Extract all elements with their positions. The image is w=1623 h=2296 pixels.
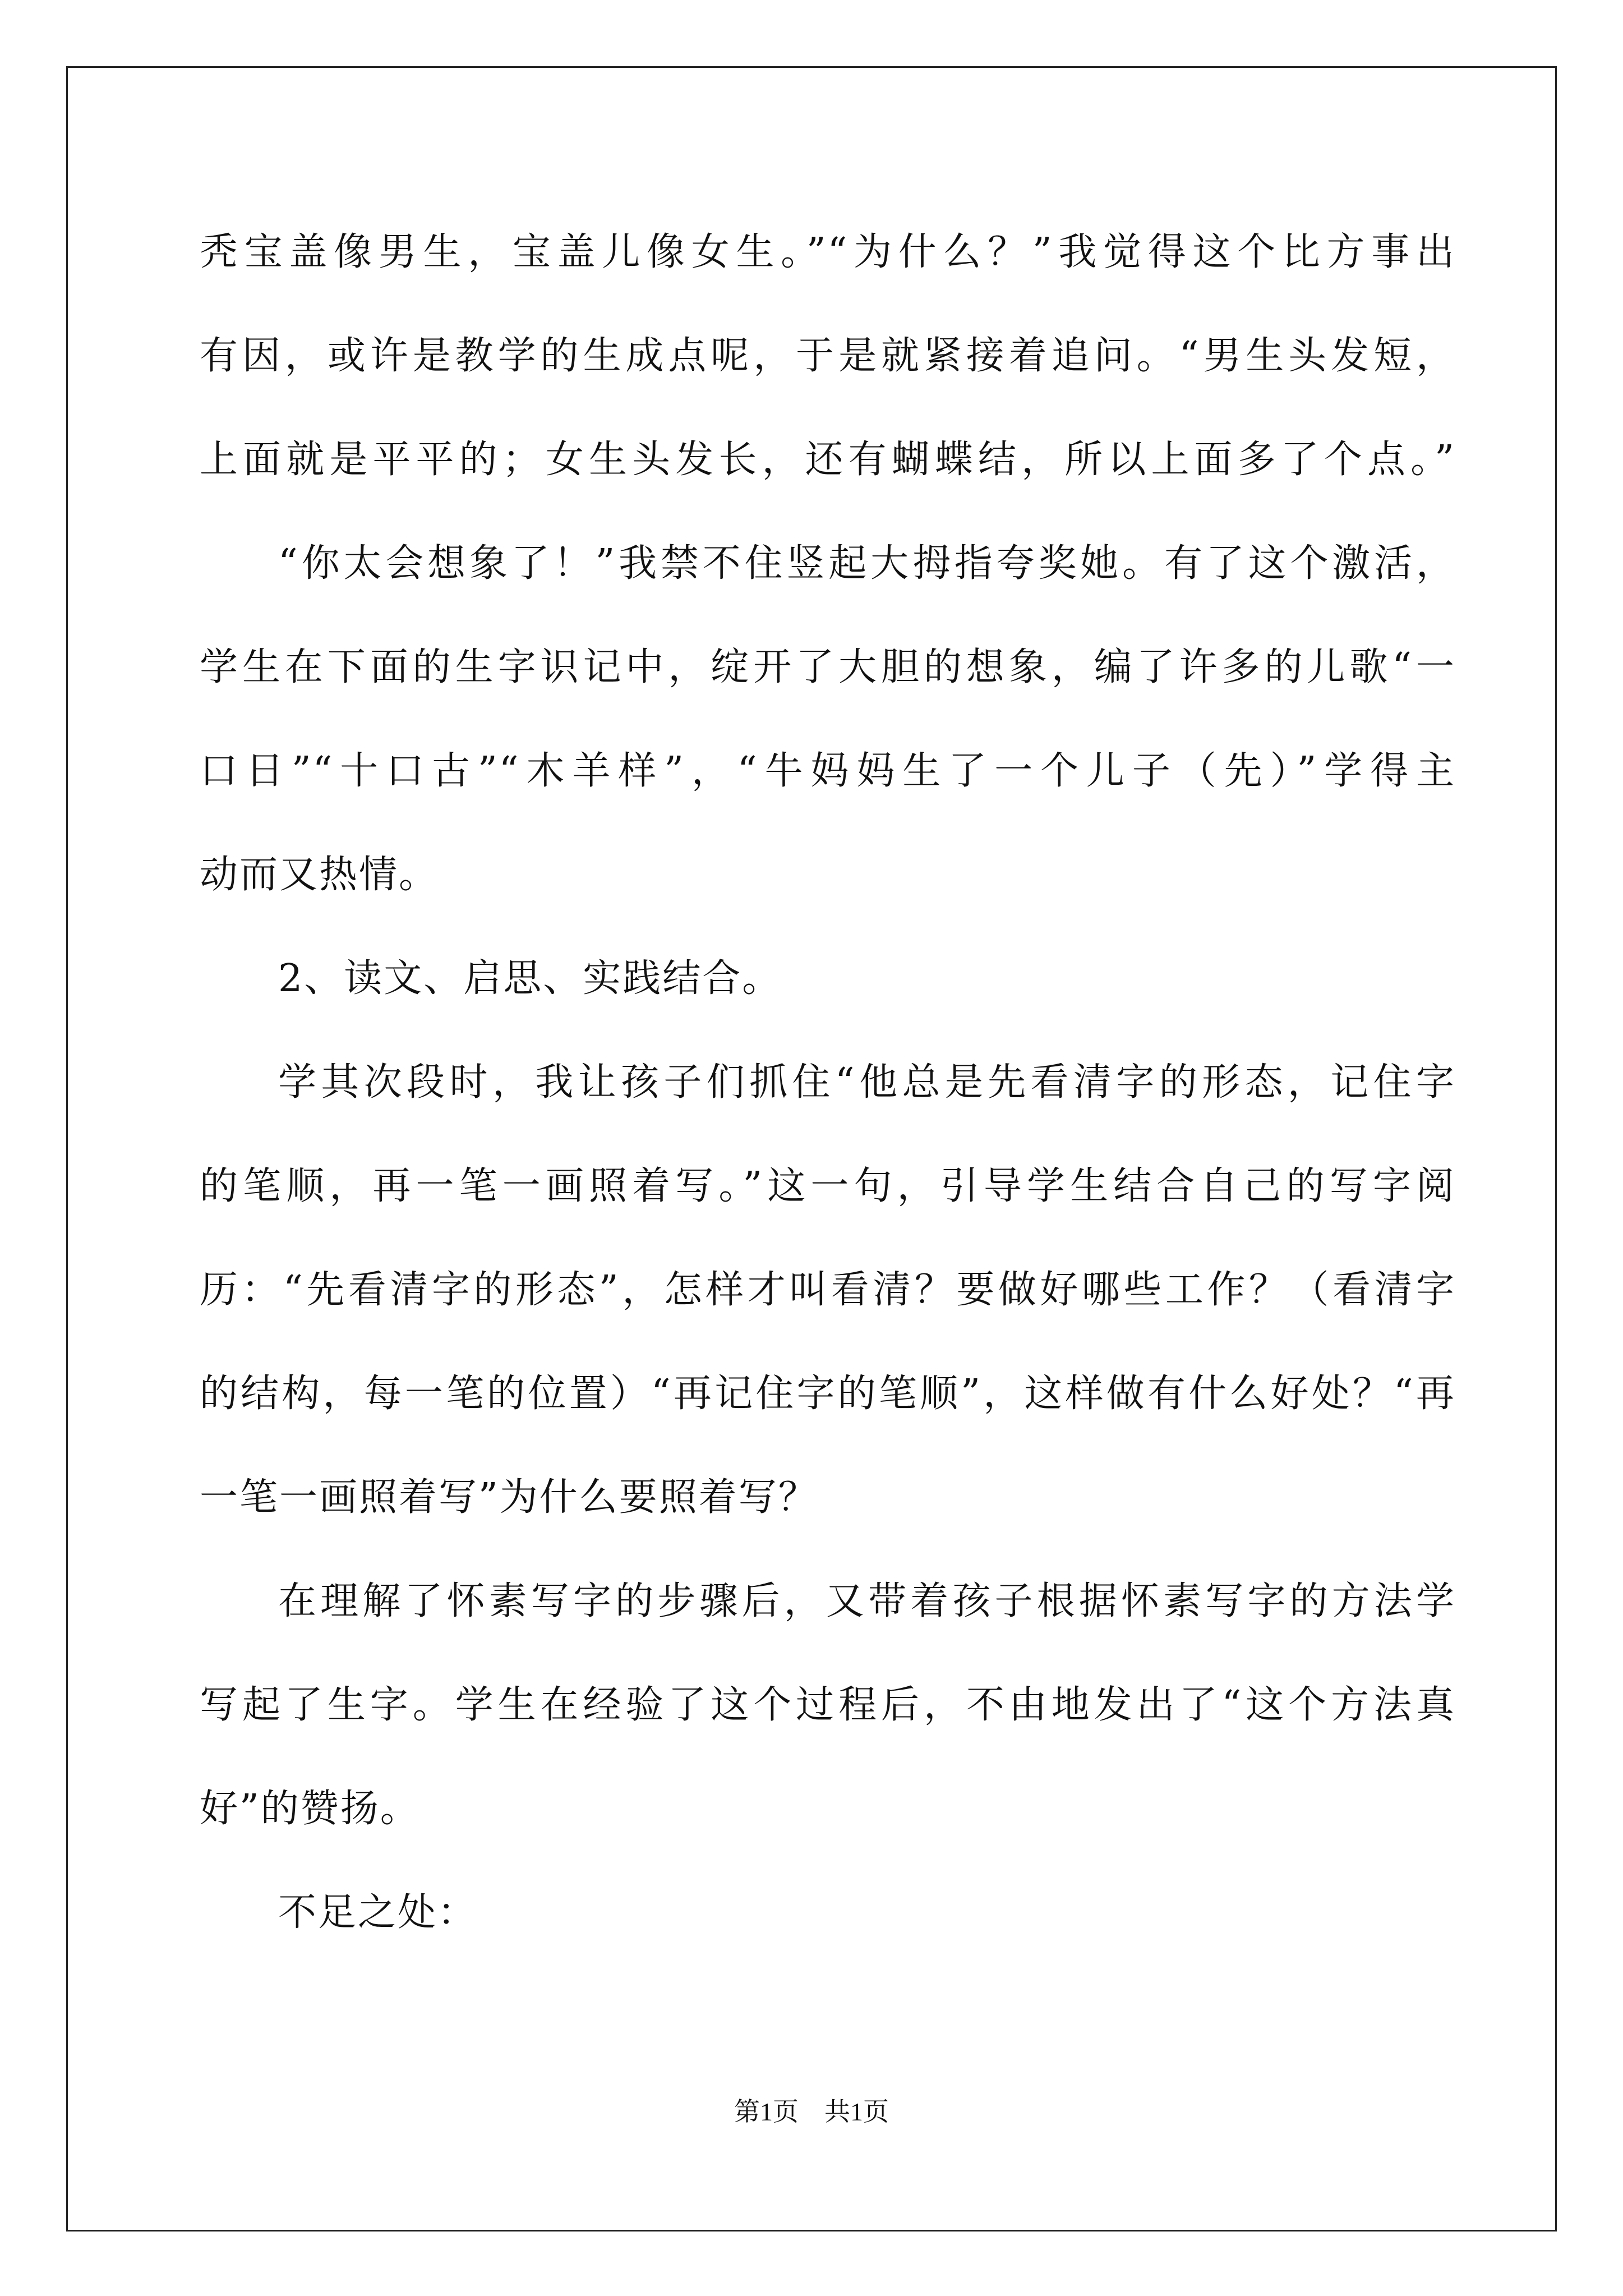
body-text-line: 秃宝盖像男生，宝盖儿像女生。”“为什么？”我觉得这个比方事出 — [200, 230, 1456, 274]
body-text-line: 好”的赞扬。 — [200, 1787, 420, 1831]
body-text-line: 有因，或许是教学的生成点呢，于是就紧接着追问。“男生头发短， — [200, 334, 1456, 378]
body-text-line: 学生在下面的生字识记中，绽开了大胆的想象，编了许多的儿歌“一 — [200, 645, 1456, 689]
section-heading: 2、读文、启思、实践结合。 — [278, 956, 782, 1001]
body-text-line: 口日”“十口古”“木羊样”，“牛妈妈生了一个儿子（先）”学得主 — [200, 749, 1456, 793]
body-text-line: 动而又热情。 — [200, 853, 439, 897]
body-text-line: 学其次段时，我让孩子们抓住“他总是先看清字的形态，记住字 — [278, 1060, 1456, 1105]
body-text-line: 一笔一画照着写”为什么要照着写？ — [200, 1475, 818, 1520]
body-text-line: 历：“先看清字的形态”，怎样才叫看清？要做好哪些工作？（看清字 — [200, 1268, 1456, 1312]
body-text-line: 写起了生字。学生在经验了这个过程后，不由地发出了“这个方法真 — [200, 1683, 1456, 1727]
body-text-line: “你太会想象了！”我禁不住竖起大拇指夸奖她。有了这个激活， — [278, 541, 1456, 586]
body-text-line: 在理解了怀素写字的步骤后，又带着孩子根据怀素写字的方法学 — [278, 1579, 1456, 1623]
body-text-line: 的结构，每一笔的位置）“再记住字的笔顺”，这样做有什么好处？“再 — [200, 1372, 1456, 1416]
body-text-line: 不足之处： — [278, 1890, 478, 1935]
page-number-footer: 第1页 共1页 — [734, 2097, 889, 2126]
body-text-line: 的笔顺，再一笔一画照着写。”这一句，引导学生结合自己的写字阅 — [200, 1164, 1456, 1208]
body-text-line: 上面就是平平的；女生头发长，还有蝴蝶结，所以上面多了个点。” — [200, 438, 1456, 482]
